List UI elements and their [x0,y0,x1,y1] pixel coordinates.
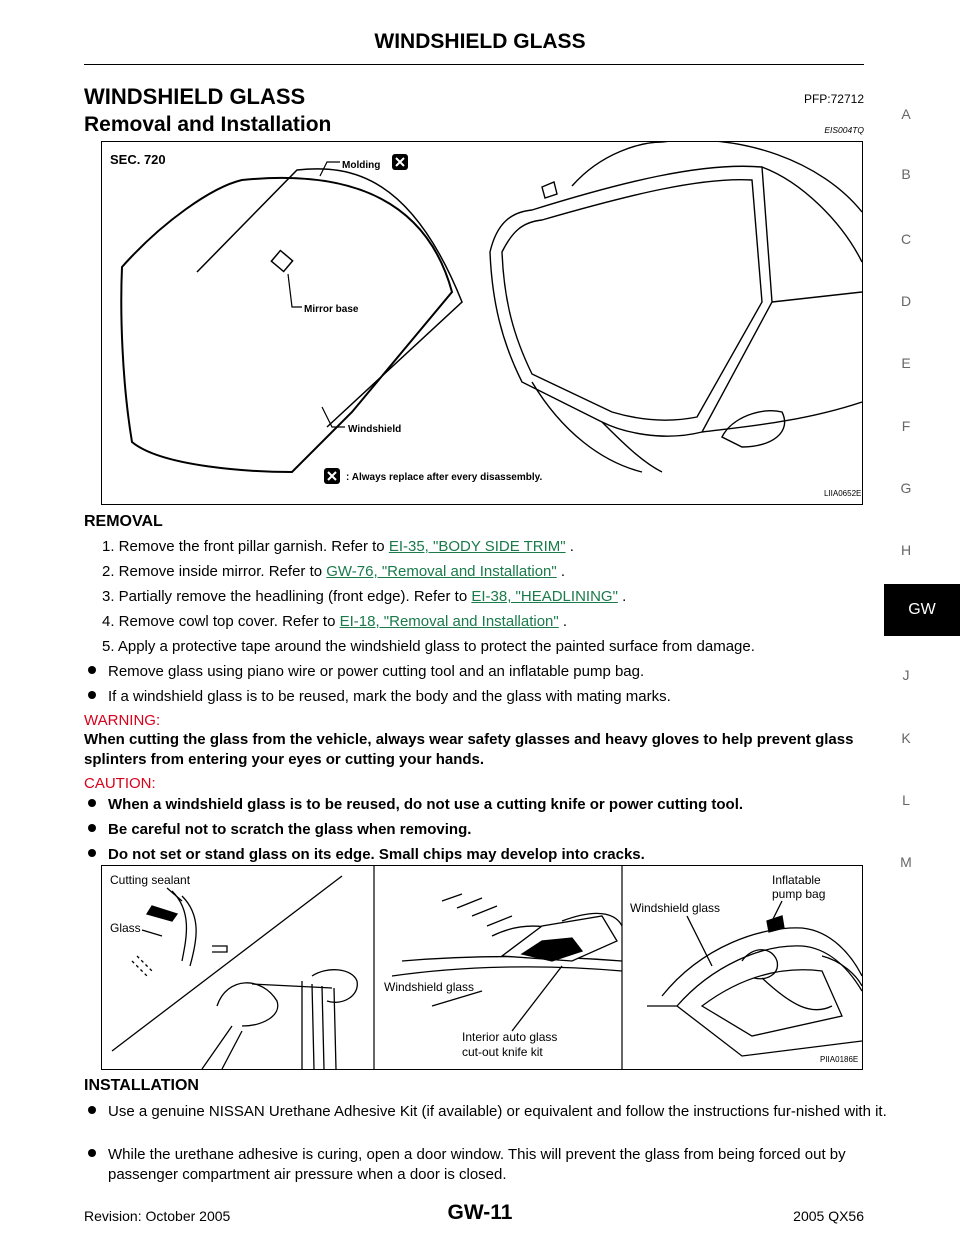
side-index-gw-active[interactable]: GW [884,584,960,636]
installation-bullet-2 [88,1145,888,1185]
mirror-base-label: Mirror base [304,304,359,315]
side-index-e[interactable]: E [901,355,911,371]
side-index-l[interactable]: L [902,792,910,808]
inflatable-label-1: Inflatable [772,873,821,887]
side-index-h[interactable]: H [900,542,912,558]
side-index-b[interactable]: B [901,166,911,182]
legend-label: : Always replace after every disassembly. [346,472,543,483]
panel1-drawing [112,876,357,1069]
glass-removal-diagram [101,865,863,1070]
caution-item-1-text: When a windshield glass is to be reused, do not use a cutting knife or power cutting tool. [108,796,744,813]
windshield-outline [121,178,452,472]
removal-step-1-link[interactable]: EI-35, "BODY SIDE TRIM" [388,538,566,555]
removal-step-3 [102,587,872,607]
removal-step-3-text: 3. Partially remove the headlining (front edge). Refer to [102,588,472,605]
installation-bullet-2-text: While the urethane adhesive is curing, open a door window. This will prevent the glass from being forced out by passenger compartment air pressure when a door is closed. [108,1146,846,1183]
page-header-title: WINDSHIELD GLASS [374,30,586,53]
warning-text: When cutting the glass from the vehicle, always wear safety glasses and heavy gloves to help prevent glass splinters from entering your eyes or cutting your hands. [84,731,854,768]
removal-step-4-text: 4. Remove cowl top cover. Refer to [102,613,340,630]
removal-step-3-end: . [617,588,627,605]
bullet-dot [88,824,96,832]
side-index-c[interactable]: C [900,231,912,247]
header-rule [84,64,864,65]
knife-kit-label-2: cut-out knife kit [462,1045,543,1059]
bullet-dot [88,1149,96,1157]
removal-step-2-link[interactable]: GW-76, "Removal and Installation" [326,563,557,580]
removal-step-2 [102,562,872,582]
caution-item-2-text: Be careful not to scratch the glass when removing. [108,821,472,838]
caution-item-3 [88,845,868,865]
windshield-diagram [101,141,863,505]
pfp-code: PFP:72712 [803,92,864,106]
legend-replace-icon [324,468,340,484]
side-index-k[interactable]: K [901,730,911,746]
removal-step-4-link[interactable]: EI-18, "Removal and Installation" [339,613,559,630]
removal-heading: REMOVAL [84,513,163,530]
windshield-leader [322,407,345,427]
side-index-a[interactable]: A [901,106,911,122]
removal-step-2-end: . [556,563,566,580]
vehicle-drawing [490,142,862,472]
knife-kit-label-1: Interior auto glass [462,1030,558,1044]
removal-bullet-2-text: If a windshield glass is to be reused, mark the body and the glass with mating marks. [108,688,671,705]
windshield-label: Windshield [348,424,402,435]
sec-label: SEC. 720 [110,152,166,167]
figure2-code: PIIA0186E [820,1055,859,1064]
bullet-dot [88,799,96,807]
bullet-dot [88,1106,96,1114]
removal-step-2-text: 2. Remove inside mirror. Refer to [102,563,327,580]
subsection-title: Removal and Installation [84,113,332,136]
removal-step-3-link[interactable]: EI-38, "HEADLINING" [471,588,618,605]
mirror-base-leader [288,274,302,307]
molding-outline [197,169,462,427]
removal-step-4 [102,612,872,632]
windshield-glass-right-label: Windshield glass [630,901,721,915]
molding-label: Molding [342,160,381,171]
caution-item-3-text: Do not set or stand glass on its edge. Small chips may develop into cracks. [108,846,645,863]
caution-label: CAUTION: [84,775,156,792]
removal-step-4-end: . [558,613,568,630]
subsection-code: EIS004TQ [824,125,864,135]
mirror-base-shape [271,250,292,271]
bullet-dot [88,691,96,699]
panel3-drawing [647,901,862,1056]
installation-bullet-1-text: Use a genuine NISSAN Urethane Adhesive Kit (if available) or equivalent and follow the instructions fur-nished with it. [108,1103,887,1120]
caution-item-1 [88,795,868,815]
removal-step-1-end: . [565,538,574,555]
side-index-j[interactable]: J [902,667,910,683]
removal-bullet-1 [88,662,868,682]
section-title: WINDSHIELD GLASS [84,84,306,109]
glass-label: Glass [110,921,141,935]
cutting-sealant-label: Cutting sealant [110,873,191,887]
removal-step-5: 5. Apply a protective tape around the windshield glass to protect the painted surface from damage. [102,638,755,655]
figure1-code: LIIA0652E [824,489,862,498]
inflatable-label-2: pump bag [772,887,826,901]
bullet-dot [88,849,96,857]
side-index-f[interactable]: F [901,418,911,434]
molding-replace-icon [392,154,408,170]
removal-bullet-2 [88,687,868,707]
side-index-d[interactable]: D [900,293,912,309]
footer-revision: Revision: October 2005 [84,1208,231,1224]
side-index-m[interactable]: M [900,854,912,870]
removal-step-1-text: 1. Remove the front pillar garnish. Refer to [102,538,389,555]
panel2-drawing [392,894,622,1031]
installation-bullet-1 [88,1102,888,1122]
side-index-g[interactable]: G [900,480,912,496]
bullet-dot [88,666,96,674]
removal-bullet-1-text: Remove glass using piano wire or power cutting tool and an inflatable pump bag. [108,663,645,680]
warning-label: WARNING: [84,712,161,729]
installation-heading: INSTALLATION [84,1077,199,1094]
footer-page-number: GW-11 [447,1201,513,1224]
glass-removal-drawing [102,866,862,1069]
caution-item-2 [88,820,868,840]
windshield-diagram-drawing [102,142,862,504]
windshield-glass-mid-label: Windshield glass [384,980,475,994]
removal-step-1 [102,537,872,557]
footer-model: 2005 QX56 [793,1208,864,1224]
